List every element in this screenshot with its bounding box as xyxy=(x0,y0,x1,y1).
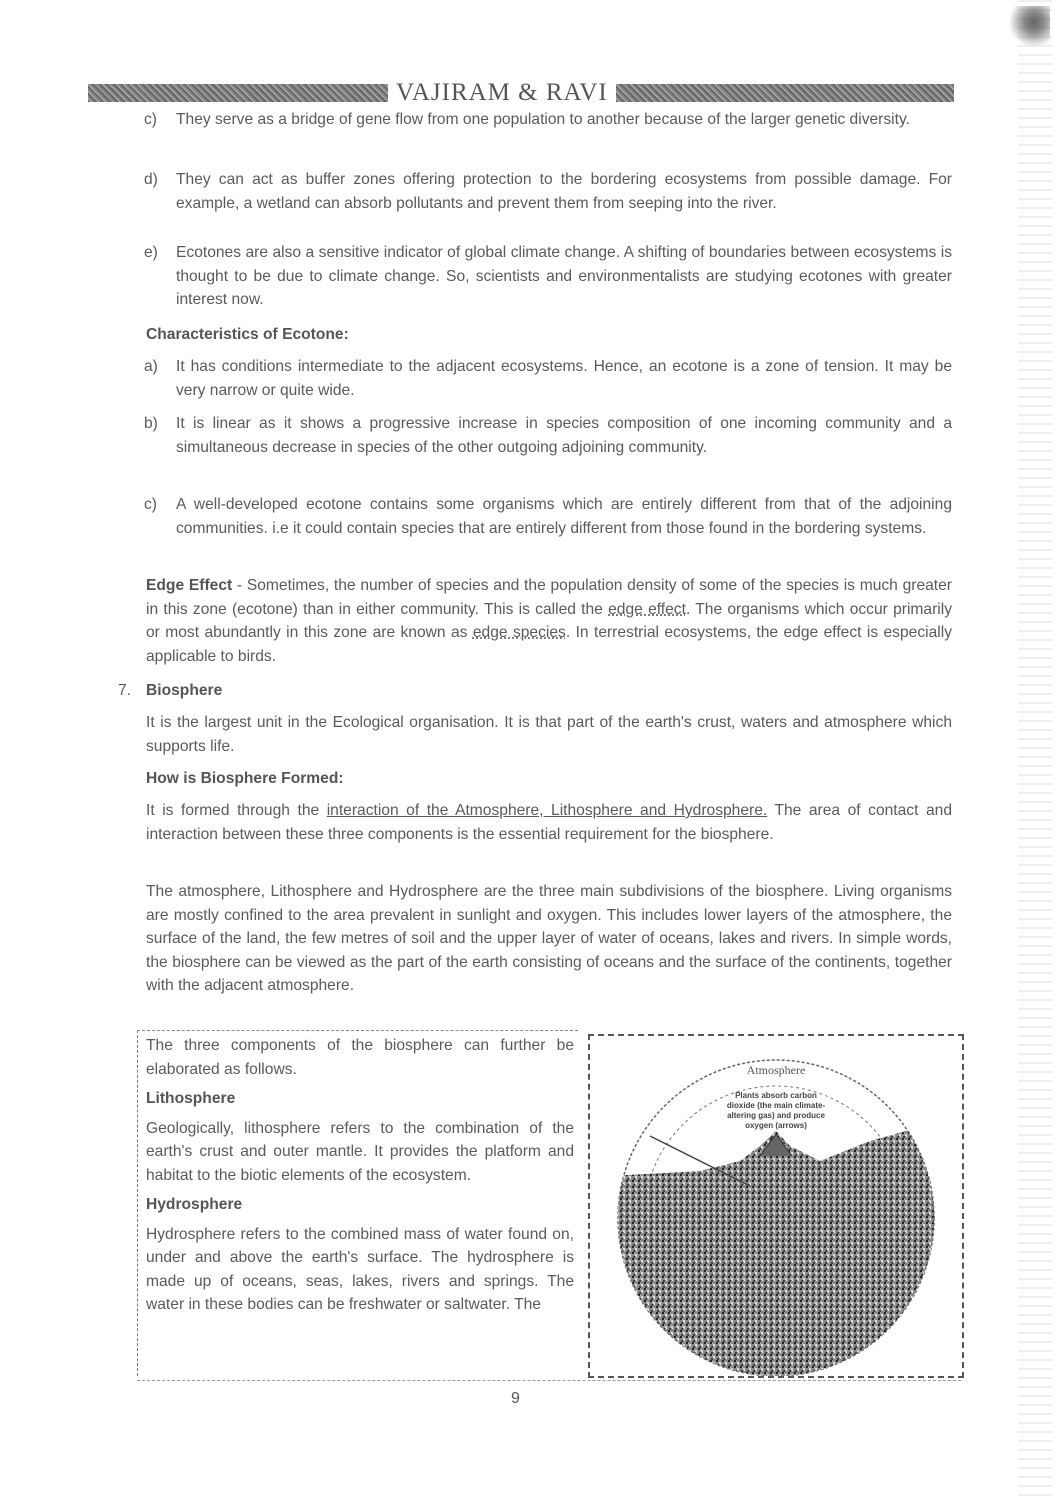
bottom-divider xyxy=(137,1380,961,1381)
scan-edge-artifact xyxy=(1018,0,1052,1496)
list-item-label: c) xyxy=(144,496,157,513)
formed-text: It is formed through the xyxy=(146,802,327,819)
section-number: 7. xyxy=(118,682,132,699)
list-item-text: A well-developed ecotone contains some organisms which are entirely different from that of the adjoining communities. i.e it could contain species that are entirely different from those found in the bordering systems. xyxy=(176,496,952,537)
figure-caption-line: oxygen (arrows) xyxy=(745,1121,807,1130)
formed-underlined: interaction of the Atmosphere, Lithosphere and Hydrosphere. xyxy=(326,802,768,819)
list-item xyxy=(146,355,952,402)
list-item xyxy=(146,412,952,459)
edge-effect-text: . In terrestrial ecosystems, the edge effect is especially applicable to birds. xyxy=(146,624,952,665)
list-item-label: e) xyxy=(144,244,158,261)
components-intro: The three components of the biosphere can further be elaborated as follows. xyxy=(146,1037,574,1078)
list-item-text: They can act as buffer zones offering protection to the bordering ecosystems from possible damage. For example, a wetland can absorb pollutants and prevent them from seeping into the river. xyxy=(176,171,952,212)
edge-effect-text: - Sometimes, the number of species and the population density of some of the species is much greater in this zone (ecotone) than in either community. This is called the xyxy=(146,577,952,618)
edge-effect-underlined: edge effect xyxy=(608,600,686,618)
figure-caption-line: altering gas) and produce xyxy=(727,1111,825,1120)
lithosphere-heading: Lithosphere xyxy=(146,1090,236,1107)
edge-species-underlined: edge species xyxy=(472,624,566,641)
biosphere-intro: It is the largest unit in the Ecological organisation. It is that part of the earth's crust, waters and atmosphere which supports life. xyxy=(146,714,952,755)
page-number: 9 xyxy=(511,1390,520,1407)
list-item-label: b) xyxy=(144,415,158,432)
list-item xyxy=(146,241,952,312)
list-item-text: It has conditions intermediate to the adjacent ecosystems. Hence, an ecotone is a zone of tension. It may be very narrow or quite wide. xyxy=(176,358,952,399)
list-item-text: It is linear as it shows a progressive increase in species composition of one incoming community and a simultaneous decrease in species of the other outgoing adjoining community. xyxy=(176,415,952,456)
list-item-label: d) xyxy=(144,171,158,188)
hydrosphere-heading: Hydrosphere xyxy=(146,1196,243,1213)
edge-effect-term: Edge Effect xyxy=(146,577,233,594)
list-item-text: They serve as a bridge of gene flow from one population to another because of the larger genetic diversity. xyxy=(176,111,910,128)
atmosphere-label: Atmosphere xyxy=(746,1063,806,1077)
figure-caption-line: Plants absorb carbon xyxy=(735,1091,817,1100)
edge-effect-text: . The organisms which occur primarily or most abundantly in this zone are known as xyxy=(146,600,952,641)
edge-effect-paragraph xyxy=(146,574,952,668)
biosphere-figure xyxy=(588,1034,964,1378)
lithosphere-text: Geologically, lithosphere refers to the combination of the earth's crust and outer mantle. It provides the platform and habitat to the biotic elements of the ecosystem. xyxy=(146,1119,574,1184)
formed-text: The area of contact and interaction between these three components is the essential requirement for the biosphere. xyxy=(146,802,952,843)
header-bar-left xyxy=(88,84,388,102)
biosphere-subdivisions: The atmosphere, Lithosphere and Hydrosphere are the three main subdivisions of the biosphere. Living organisms are mostly confined to the area prevalent in sunlight and oxygen. This includes lower layers of the atmosphere, the surface of the land, the few metres of soil and the upper layer of water of oceans, lakes and rivers. In simple words, the biosphere can be viewed as the part of the earth consisting of oceans and the surface of the continents, together with the adjacent atmosphere. xyxy=(146,883,952,994)
figure-caption-line: dioxide (the main climate- xyxy=(726,1101,826,1110)
biosphere-diagram xyxy=(590,1036,962,1376)
components-box xyxy=(137,1030,578,1376)
page-header xyxy=(88,80,954,106)
list-item xyxy=(146,108,952,132)
list-item-label: a) xyxy=(144,358,158,375)
list-item xyxy=(146,493,952,540)
section-heading-biosphere: Biosphere xyxy=(146,682,223,699)
list-item-text: Ecotones are also a sensitive indicator of global climate change. A shifting of boundaries between ecosystems is thought to be due to climate change. So, scientists and environmentalists are studying ecotones with greater interest now. xyxy=(176,244,952,308)
subheading-how-formed: How is Biosphere Formed: xyxy=(146,770,344,787)
list-item-label: c) xyxy=(144,111,157,128)
scan-corner-artifact xyxy=(1010,6,1050,46)
header-bar-right xyxy=(616,84,954,102)
section-heading-characteristics: Characteristics of Ecotone: xyxy=(146,326,349,343)
header-title: VAJIRAM & RAVI xyxy=(396,79,608,106)
list-item xyxy=(146,168,952,215)
hydrosphere-text: Hydrosphere refers to the combined mass of water found on, under and above the earth's surface. The hydrosphere is made up of oceans, seas, lakes, rivers and springs. The water in these bodies can be freshwater or saltwater. The xyxy=(146,1225,574,1313)
biosphere-formed-paragraph xyxy=(146,799,952,846)
